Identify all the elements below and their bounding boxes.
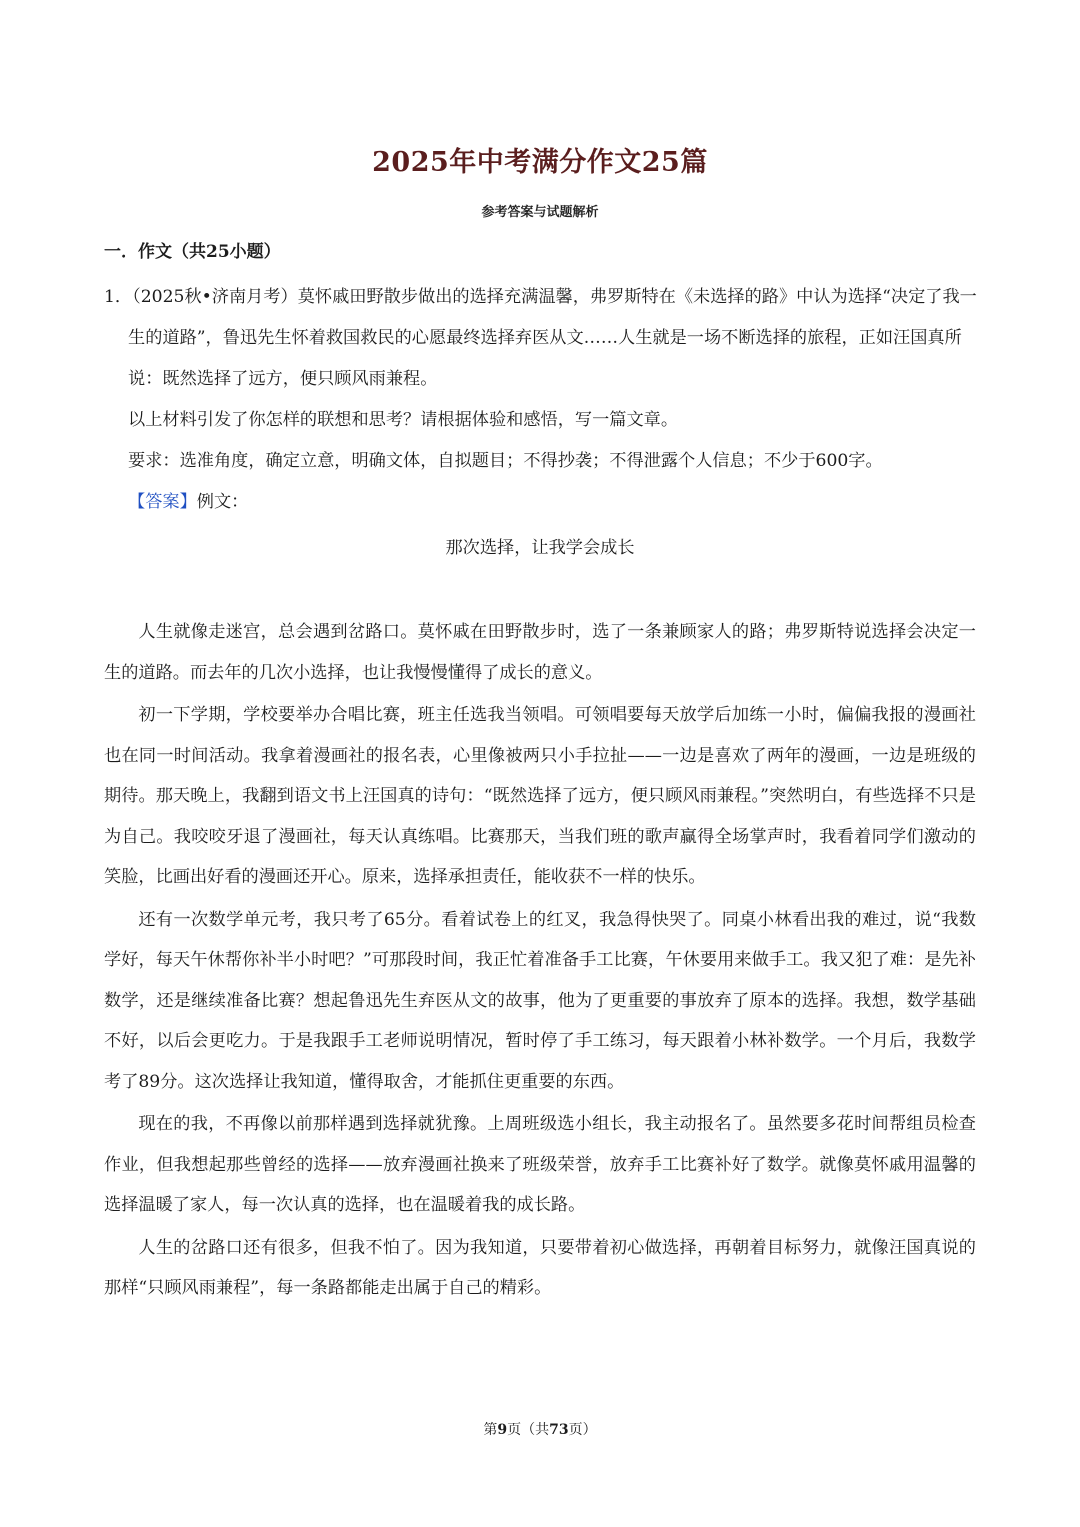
page-footer (0, 1419, 1080, 1439)
essay-paragraph: 人生就像走迷宫，总会遇到岔路口。莫怀戚在田野散步时，选了一条兼顾家人的路；弗罗斯特说选择会决定一生的道路。而去年的几次小选择，也让我慢慢懂得了成长的意义。 (104, 622, 976, 683)
footer-middle: 页（共 (507, 1422, 550, 1438)
essay-paragraph: 还有一次数学单元考，我只考了65分。看着试卷上的红叉，我急得快哭了。同桌小林看出我的难过，说“我数学好，每天午休帮你补半小时吧？”可那段时间，我正忙着准备手工比赛，午休要用来做手工。我又犯了难：是先补数学，还是继续准备比赛？想起鲁迅先生弃医从文的故事，他为了更重要的事放弃了原本的选择。我想，数学基础不好，以后会更吃力。于是我跟手工老师说明情况，暂时停了手工练习，每天跟着小林补数学。一个月后，我数学考了89分。这次选择让我知道，懂得取舍，才能抓住更重要的东西。 (104, 909, 976, 1092)
footer-total-pages: 73 (549, 1422, 569, 1438)
question-block (104, 277, 984, 523)
answer-line (104, 482, 984, 523)
essay-paragraph: 初一下学期，学校要举办合唱比赛，班主任选我当领唱。可领唱要每天放学后加练一小时，偏偏我报的漫画社也在同一时间活动。我拿着漫画社的报名表，心里像被两只小手拉扯——一边是喜欢了两年的漫画，一边是班级的期待。那天晚上，我翻到语文书上汪国真的诗句：“既然选择了远方，便只顾风雨兼程。”突然明白，有些选择不只是为自己。我咬咬牙退了漫画社，每天认真练唱。比赛那天，当我们班的歌声赢得全场掌声时，我看着同学们激动的笑脸，比画出好看的漫画还开心。原来，选择承担责任，能收获不一样的快乐。 (104, 705, 976, 887)
footer-suffix: 页） (568, 1422, 597, 1438)
essay-title: 那次选择，让我学会成长 (445, 538, 635, 558)
question-prompt: 1．（2025秋•济南月考）莫怀戚田野散步做出的选择充满温馨，弗罗斯特在《未选择的路》中认为选择“决定了我一生的道路”，鲁迅先生怀着救国救民的心愿最终选择弃医从文……人生就是一场不断选择的旅程，正如汪国真所说：既然选择了远方，便只顾风雨兼程。 (104, 287, 977, 389)
answer-tag: 【答案】 (128, 492, 197, 512)
document-title: 2025年中考满分作文25篇 (372, 147, 708, 178)
question-instruction: 以上材料引发了你怎样的联想和思考？请根据体验和感悟，写一篇文章。 (128, 410, 679, 430)
footer-page-number: 9 (497, 1422, 508, 1438)
essay-paragraph: 人生的岔路口还有很多，但我不怕了。因为我知道，只要带着初心做选择，再朝着目标努力，就像汪国真说的那样“只顾风雨兼程”，每一条路都能走出属于自己的精彩。 (104, 1237, 976, 1298)
document-subtitle: 参考答案与试题解析 (481, 205, 599, 220)
section-heading: 一．作文（共25小题） (104, 242, 281, 262)
essay-paragraph: 现在的我，不再像以前那样遇到选择就犹豫。上周班级选小组长，我主动报名了。虽然要多花时间帮组员检查作业，但我想起那些曾经的选择——放弃漫画社换来了班级荣誉，放弃手工比赛补好了数学。就像莫怀戚用温馨的选择温暖了家人，每一次认真的选择，也在温暖着我的成长路。 (104, 1114, 976, 1215)
answer-label: 例文： (196, 492, 249, 512)
essay-body (104, 612, 976, 1311)
footer-prefix: 第 (483, 1422, 498, 1438)
question-requirement: 要求：选准角度，确定立意，明确文体，自拟题目；不得抄袭；不得泄露个人信息；不少于600字。 (128, 451, 883, 471)
